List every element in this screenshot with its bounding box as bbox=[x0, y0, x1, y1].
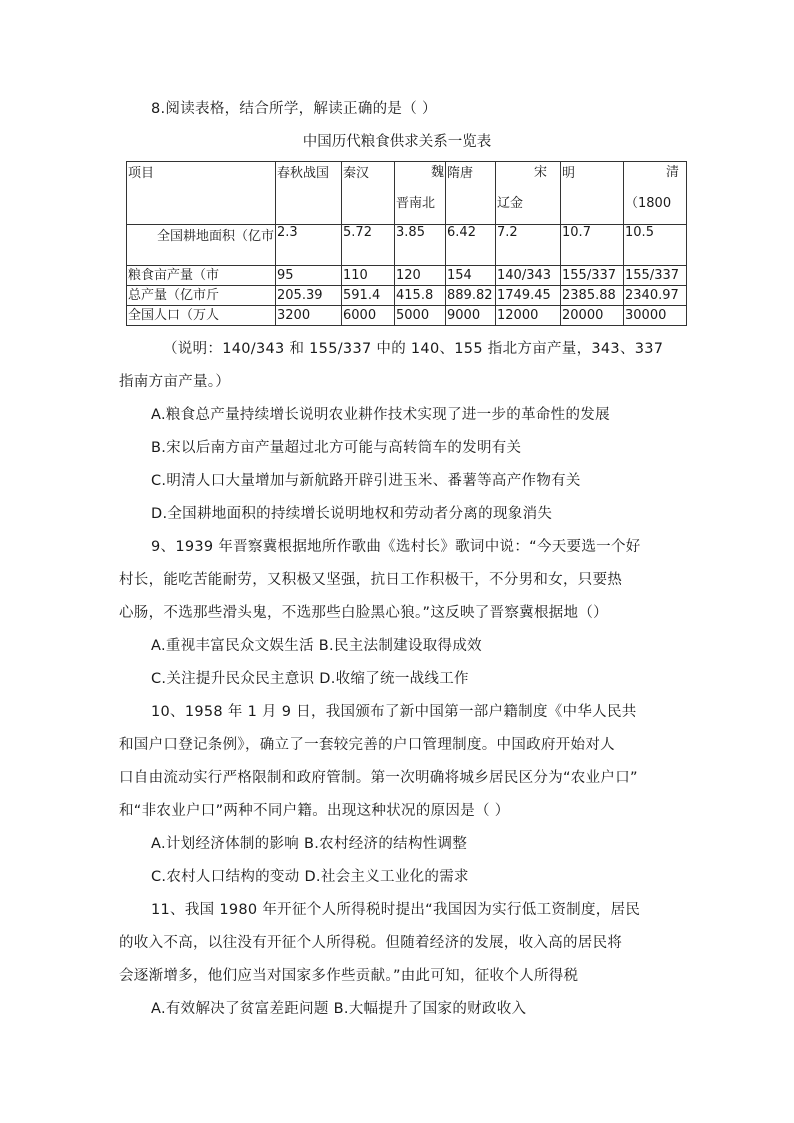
question-11-line-2: 的收入不高，以往没有开征个人所得税。但随着经济的发展，收入高的居民将 bbox=[119, 935, 623, 951]
question-10-line-4: 和“非农业户口”两种不同户籍。出现这种状况的原因是（ ） bbox=[119, 803, 510, 819]
table-cell: 154 bbox=[446, 266, 496, 286]
table-cell: 591.4 bbox=[342, 286, 395, 306]
table-cell: 2.3 bbox=[276, 225, 342, 266]
table-cell: 30000 bbox=[624, 306, 687, 326]
header-cell: 明 bbox=[561, 162, 624, 225]
table-cell: 95 bbox=[276, 266, 342, 286]
table-title: 中国历代粮食供求关系一览表 bbox=[302, 134, 492, 150]
table-cell: 9000 bbox=[446, 306, 496, 326]
question-8-option-c: C.明清人口大量增加与新航路开辟引进玉米、番薯等高产作物有关 bbox=[151, 473, 581, 489]
row-label: 总产量（亿市斤 bbox=[127, 286, 276, 306]
header-cell: 隋唐 bbox=[446, 162, 496, 225]
table-row bbox=[127, 286, 687, 306]
question-8-stem: 8.阅读表格，结合所学，解读正确的是（ ） bbox=[151, 101, 437, 117]
header-cell: 春秋战国 bbox=[276, 162, 342, 225]
question-9-line-3: 心肠，不选那些滑头鬼，不选那些白脸黑心狼。”这反映了晋察冀根据地（） bbox=[119, 605, 608, 621]
table-row bbox=[127, 306, 687, 326]
table-cell: 7.2 bbox=[496, 225, 561, 266]
question-11-line-1: 11、我国 1980 年开征个人所得税时提出“我国因为实行低工资制度，居民 bbox=[151, 902, 641, 918]
table-cell: 5000 bbox=[395, 306, 446, 326]
question-10-line-1: 10、1958 年 1 月 9 日，我国颁布了新中国第一部户籍制度《中华人民共 bbox=[151, 704, 637, 720]
table-cell: 415.8 bbox=[395, 286, 446, 306]
table-note-line-1: （说明：140/343 和 155/337 中的 140、155 指北方亩产量，343、337 bbox=[163, 341, 664, 357]
header-cell: 秦汉 bbox=[342, 162, 395, 225]
question-8-option-a: A.粮食总产量持续增长说明农业耕作技术实现了进一步的革命性的发展 bbox=[151, 407, 610, 423]
question-10-line-2: 和国户口登记条例》，确立了一套较完善的户口管理制度。中国政府开始对人 bbox=[119, 737, 615, 753]
table-cell: 3200 bbox=[276, 306, 342, 326]
header-cell: 宋 辽金 bbox=[496, 162, 561, 225]
table-cell: 5.72 bbox=[342, 225, 395, 266]
table-cell: 2340.97 bbox=[624, 286, 687, 306]
table-row bbox=[127, 266, 687, 286]
table-cell: 140/343 bbox=[496, 266, 561, 286]
table-cell: 2385.88 bbox=[561, 286, 624, 306]
question-11-options-ab: A.有效解决了贫富差距问题 B.大幅提升了国家的财政收入 bbox=[151, 1001, 527, 1017]
table-cell: 155/337 bbox=[624, 266, 687, 286]
table-cell: 3.85 bbox=[395, 225, 446, 266]
table-cell: 6.42 bbox=[446, 225, 496, 266]
grain-supply-table bbox=[126, 161, 687, 326]
table-header-row bbox=[127, 162, 687, 225]
table-cell: 889.82 bbox=[446, 286, 496, 306]
table-cell: 155/337 bbox=[561, 266, 624, 286]
table-note-line-2: 指南方亩产量。） bbox=[119, 374, 231, 390]
question-8-option-b: B.宋以后南方亩产量超过北方可能与高转筒车的发明有关 bbox=[151, 440, 522, 456]
question-8-option-d: D.全国耕地面积的持续增长说明地权和劳动者分离的现象消失 bbox=[151, 506, 553, 522]
row-label: 粮食亩产量（市 bbox=[127, 266, 276, 286]
table-row bbox=[127, 225, 687, 266]
question-10-options-cd: C.农村人口结构的变动 D.社会主义工业化的需求 bbox=[151, 869, 469, 885]
table-cell: 6000 bbox=[342, 306, 395, 326]
table-cell: 20000 bbox=[561, 306, 624, 326]
question-9-line-1: 9、1939 年晋察冀根据地所作歌曲《选村长》歌词中说：“今天要选一个好 bbox=[151, 539, 641, 555]
table-cell: 120 bbox=[395, 266, 446, 286]
question-9-options-cd: C.关注提升民众民主意识 D.收缩了统一战线工作 bbox=[151, 671, 469, 687]
header-cell: 清 （1800 bbox=[624, 162, 687, 225]
table-cell: 205.39 bbox=[276, 286, 342, 306]
question-11-line-3: 会逐渐增多，他们应当对国家多作些贡献。”由此可知，征收个人所得税 bbox=[119, 968, 579, 984]
table-cell: 1749.45 bbox=[496, 286, 561, 306]
table-cell: 12000 bbox=[496, 306, 561, 326]
header-cell: 项目 bbox=[127, 162, 276, 225]
question-10-options-ab: A.计划经济体制的影响 B.农村经济的结构性调整 bbox=[151, 836, 468, 852]
question-10-line-3: 口自由流动实行严格限制和政府管制。第一次明确将城乡居民区分为“农业户口” bbox=[119, 770, 638, 786]
row-label: 全国人口（万人 bbox=[127, 306, 276, 326]
row-label: 全国耕地面积（亿市 bbox=[127, 225, 276, 266]
header-cell: 魏 晋南北 bbox=[395, 162, 446, 225]
table-cell: 10.7 bbox=[561, 225, 624, 266]
question-9-options-ab: A.重视丰富民众文娱生活 B.民主法制建设取得成效 bbox=[151, 638, 482, 654]
question-9-line-2: 村长，能吃苦能耐劳，又积极又坚强，抗日工作积极干，不分男和女，只要热 bbox=[119, 572, 623, 588]
table-cell: 10.5 bbox=[624, 225, 687, 266]
table-cell: 110 bbox=[342, 266, 395, 286]
